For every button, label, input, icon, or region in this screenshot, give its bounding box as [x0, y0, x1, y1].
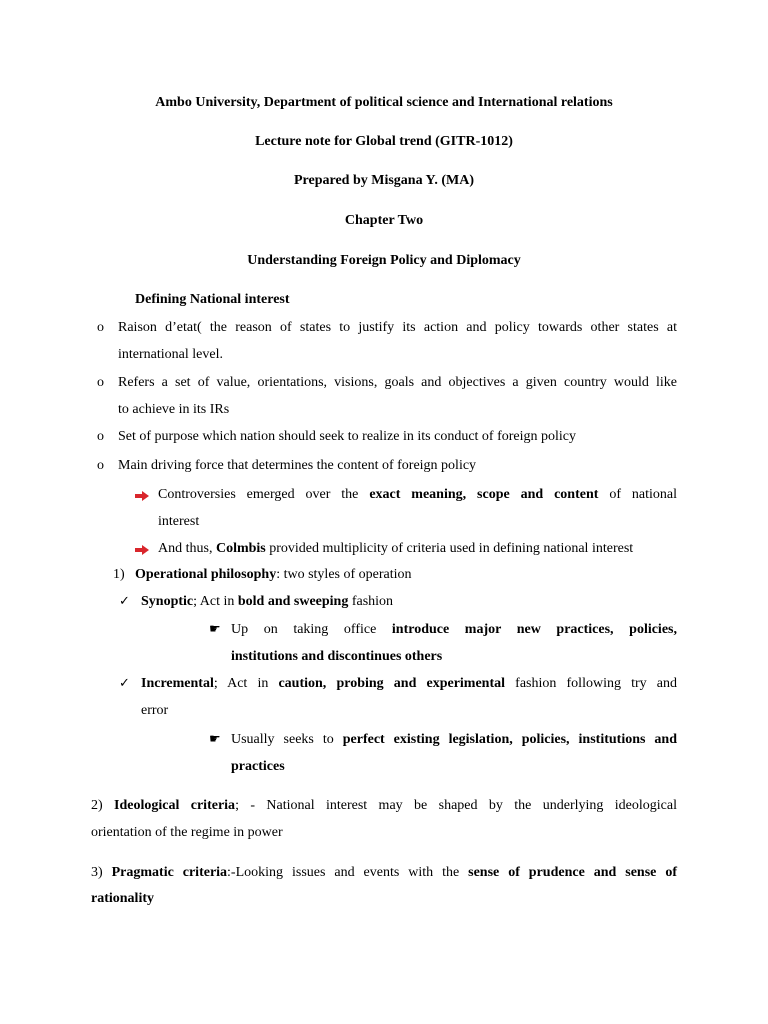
bullet-marker: o — [97, 429, 104, 444]
bullet-text: Main driving force that determines the content of foreign policy — [118, 458, 477, 473]
bullet-text: Raison d’etat( the reason of states to justify its action and policy towards other states at — [118, 320, 677, 335]
synoptic-detail-continued: institutions and discontinues others — [231, 649, 443, 664]
incremental-detail: Usually seeks to perfect existing legislation, policies, institutions and — [231, 732, 678, 747]
pointing-hand-icon: ☛ — [209, 622, 221, 637]
red-arrow-icon — [135, 545, 149, 555]
university-heading: Ambo University, Department of political science and International relations — [155, 95, 613, 110]
bullet-marker: o — [97, 320, 104, 335]
bullet-text: Set of purpose which nation should seek to realize in its conduct of foreign policy — [118, 429, 577, 444]
checkmark-icon: ✓ — [119, 676, 130, 691]
bullet-marker: o — [97, 458, 104, 473]
criterion-ideological: 2) Ideological criteria; - National interest may be shaped by the underlying ideological — [91, 798, 677, 813]
arrow-bullet-text: And thus, Colmbis provided multiplicity of criteria used in defining national interest — [158, 541, 634, 556]
bullet-text-continued: to achieve in its IRs — [118, 402, 230, 417]
checkmark-icon: ✓ — [119, 594, 130, 609]
bullet-text: Refers a set of value, orientations, visions, goals and objectives a given country would like — [118, 375, 677, 390]
red-arrow-icon — [135, 491, 149, 501]
chapter-number: Chapter Two — [344, 213, 424, 228]
course-title: Lecture note for Global trend (GITR-1012) — [255, 134, 513, 149]
criterion-number: 1) — [113, 567, 125, 582]
style-incremental: Incremental; Act in caution, probing and experimental fashion following try and — [141, 676, 677, 691]
criterion-pragmatic-continued: rationality — [91, 891, 154, 906]
section-heading: Defining National interest — [135, 292, 290, 307]
pointing-hand-icon: ☛ — [209, 732, 221, 747]
arrow-bullet-text: Controversies emerged over the exact meaning, scope and content of national — [158, 487, 677, 502]
style-incremental-continued: error — [141, 703, 169, 718]
criterion-operational-philosophy: Operational philosophy: two styles of operation — [135, 567, 412, 582]
style-synoptic: Synoptic; Act in bold and sweeping fashion — [141, 594, 394, 609]
criterion-ideological-continued: orientation of the regime in power — [91, 825, 283, 840]
bullet-marker: o — [97, 375, 104, 390]
arrow-bullet-text-continued: interest — [158, 514, 200, 529]
bullet-text-continued: international level. — [118, 347, 223, 362]
synoptic-detail: Up on taking office introduce major new practices, policies, — [231, 622, 677, 637]
author-line: Prepared by Misgana Y. (MA) — [293, 173, 475, 188]
chapter-title: Understanding Foreign Policy and Diplomacy — [247, 253, 521, 268]
incremental-detail-continued: practices — [231, 759, 285, 774]
criterion-pragmatic: 3) Pragmatic criteria:-Looking issues and events with the sense of prudence and sense of — [91, 865, 677, 880]
